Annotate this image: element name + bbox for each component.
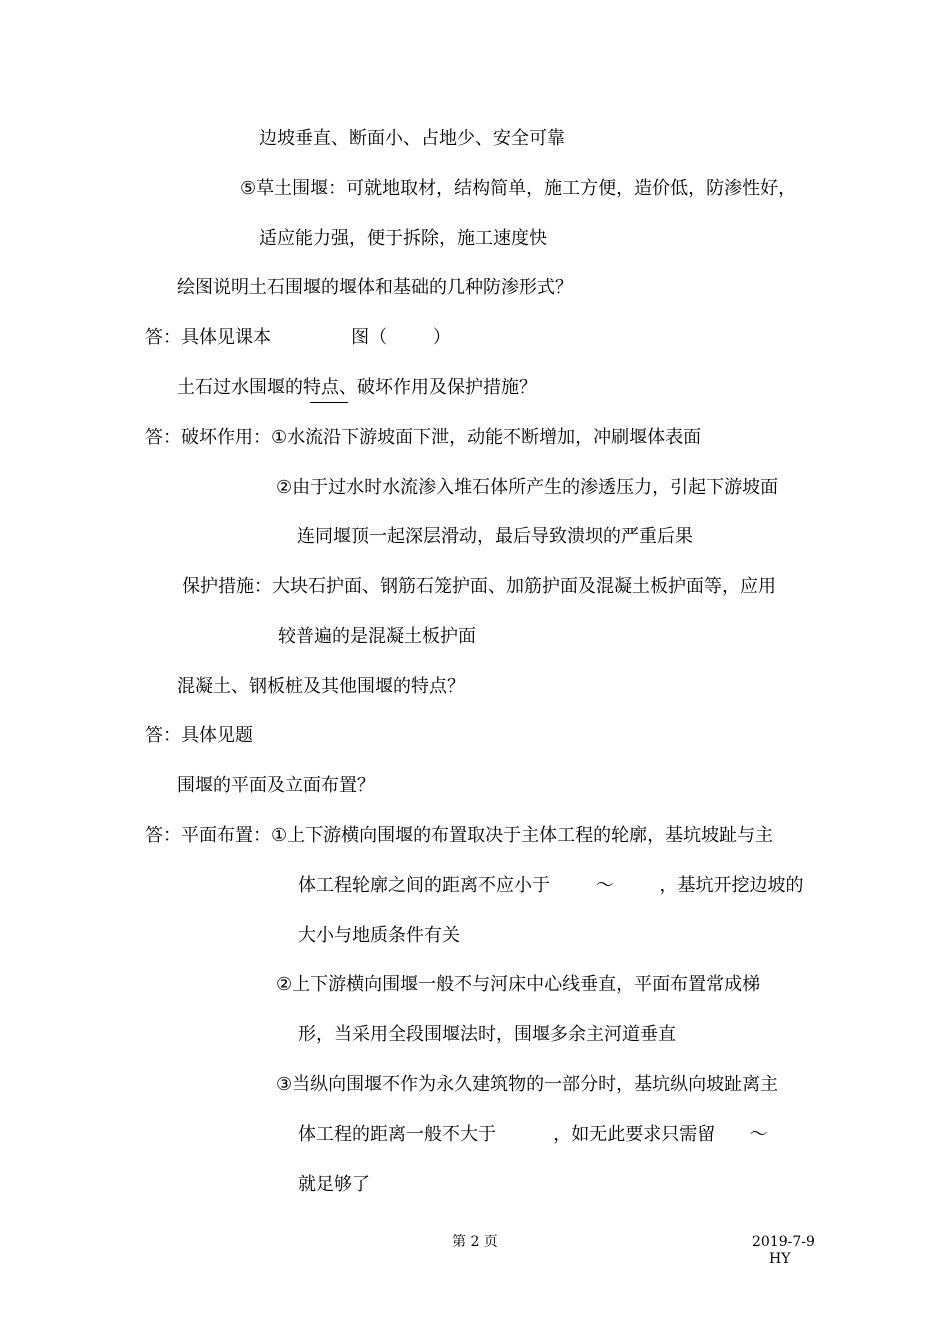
text-line: 体工程轮廓之间的距离不应小于 ～ ，基坑开挖边坡的 [298,875,804,896]
text-line: ②由于过水时水流渗入堆石体所产生的渗透压力，引起下游坡面 [276,477,779,498]
text-line: 体工程的距离一般不大于 ，如无此要求只需留 ～ [298,1124,768,1145]
text-line: 大小与地质条件有关 [298,925,460,946]
text-line: 保护措施：大块石护面、钢筋石笼护面、加筋护面及混凝土板护面等，应用 [182,576,776,597]
footer-author: HY [769,1251,791,1267]
text-line: ③当纵向围堰不作为永久建筑物的一部分时，基坑纵向坡趾离主 [276,1074,779,1095]
question-heading: 土石过水围堰的特点、破坏作用及保护措施？ [177,377,537,398]
text-line: 形，当采用全段围堰法时，围堰多余主河道垂直 [298,1024,676,1045]
answer-line: 答：具体见题 [145,725,253,746]
answer-line: 答：破坏作用：①水流沿下游坡面下泄，动能不断增加，冲刷堰体表面 [145,427,702,448]
text-line: ⑤草土围堰：可就地取材，结构简单，施工方便，造价低，防渗性好， [240,178,797,199]
text-line: 就足够了 [298,1174,370,1195]
answer-line: 答：具体见课本 图（ ） [145,327,451,348]
footer-date: 2019-7-9 [752,1234,815,1250]
text-line: ②上下游横向围堰一般不与河床中心线垂直，平面布置常成梯 [276,974,761,995]
question-heading: 混凝土、钢板桩及其他围堰的特点？ [177,676,465,697]
underline-mark [310,402,348,403]
text-line: 适应能力强，便于拆除，施工速度快 [259,228,547,249]
text-line: 连同堰顶一起深层滑动，最后导致溃坝的严重后果 [297,526,693,547]
answer-line: 答：平面布置：①上下游横向围堰的布置取决于主体工程的轮廓，基坑坡趾与主 [145,825,774,846]
text-line: 较普遍的是混凝土板护面 [278,626,476,647]
question-heading: 围堰的平面及立面布置？ [177,775,375,796]
page-number: 第 2 页 [452,1234,498,1250]
question-heading: 绘图说明土石围堰的堰体和基础的几种防渗形式？ [177,277,573,298]
text-line: 边坡垂直、断面小、占地少、安全可靠 [259,128,565,149]
